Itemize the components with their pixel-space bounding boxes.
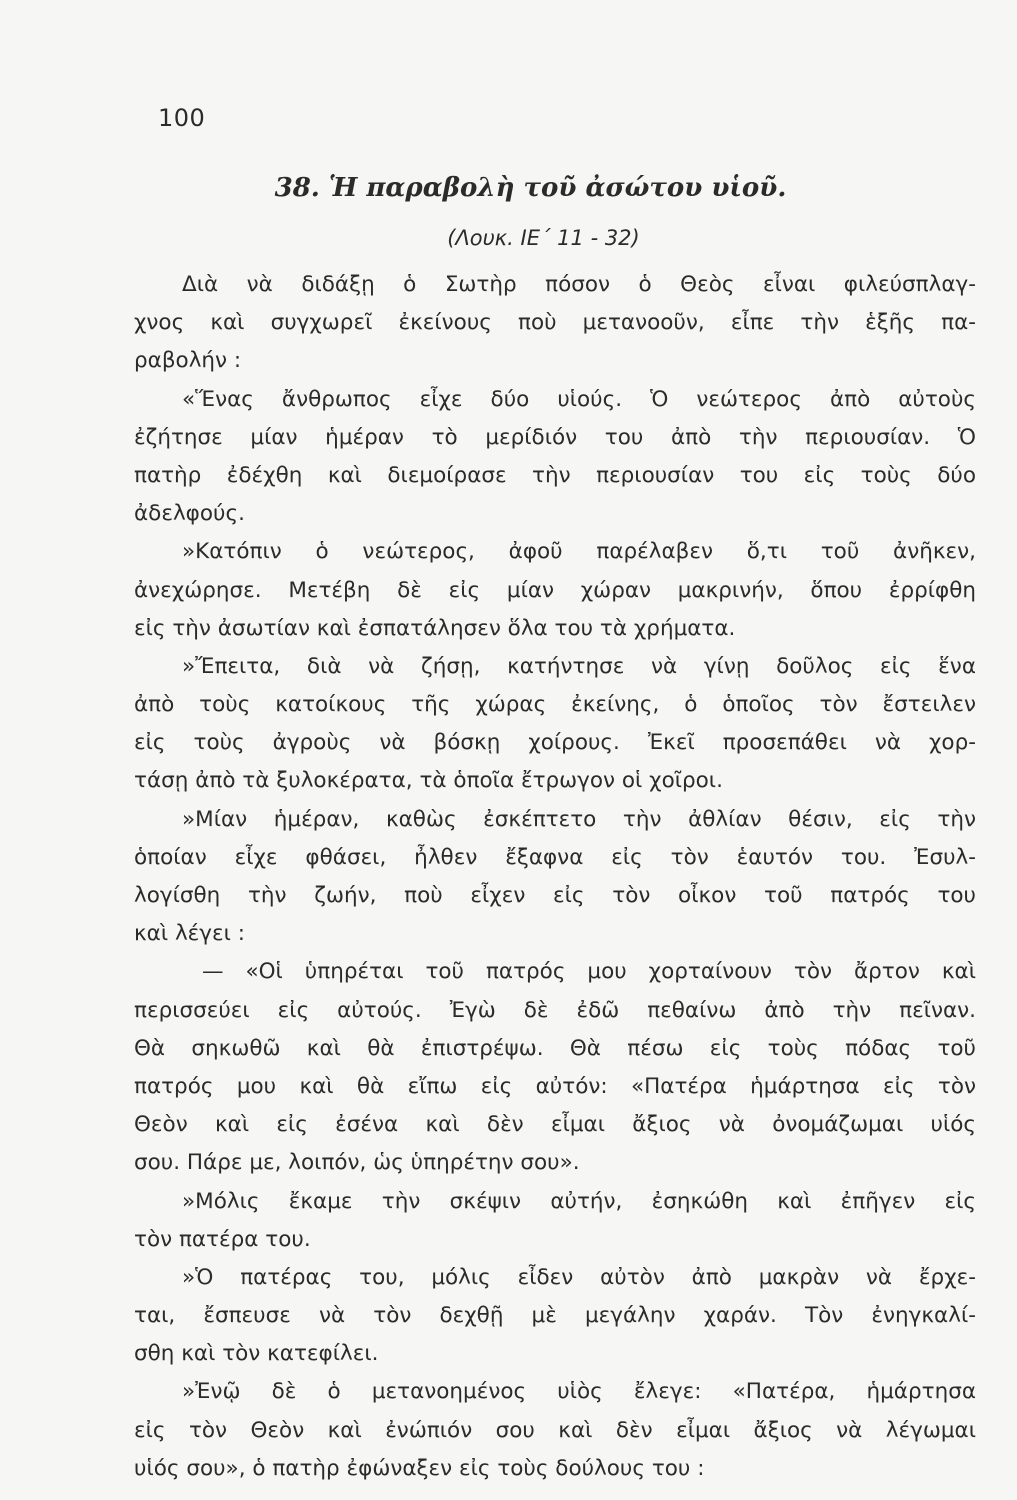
text-line: — «Οἱ ὑπηρέται τοῦ πατρός μου χορταίνουν τὸν ἄρτον καὶ [202, 959, 976, 985]
text-line: σου. Πάρε με, λοιπόν, ὡς ὑπηρέτην σου». [134, 1150, 580, 1176]
text-line: ἀδελφούς. [134, 501, 245, 527]
text-line: ται, ἔσπευσε νὰ τὸν δεχθῇ μὲ μεγάλην χαράν. Τὸν ἐνηγκαλί- [134, 1303, 976, 1329]
scripture-reference: (Λουκ. ΙΕ΄ 11 - 32) [447, 226, 640, 250]
text-line: εἰς τὸν Θεὸν καὶ ἐνώπιόν σου καὶ δὲν εἶμαι ἄξιος νὰ λέγωμαι [134, 1417, 976, 1443]
text-line: »Μίαν ἡμέραν, καθὼς ἐσκέπτετο τὴν ἀθλίαν θέσιν, εἰς τὴν [182, 806, 976, 832]
text-line: »Κατόπιν ὁ νεώτερος, ἀφοῦ παρέλαβεν ὅ,τι τοῦ ἀνῆκεν, [182, 539, 976, 565]
text-line: περισσεύει εἰς αὐτούς. Ἐγὼ δὲ ἐδῶ πεθαίνω ἀπὸ τὴν πεῖναν. [134, 997, 976, 1023]
text-line: τάσῃ ἀπὸ τὰ ξυλοκέρατα, τὰ ὁποῖα ἔτρωγον οἱ χοῖροι. [134, 768, 723, 794]
text-line: υἱός σου», ὁ πατὴρ ἐφώναξεν εἰς τοὺς δούλους του : [134, 1455, 705, 1481]
text-line: ἐζήτησε μίαν ἡμέραν τὸ μερίδιόν του ἀπὸ τὴν περιουσίαν. Ὁ [134, 424, 976, 450]
text-line: λογίσθη τὴν ζωήν, ποὺ εἶχεν εἰς τὸν οἶκον τοῦ πατρός του [134, 883, 976, 908]
page-number: 100 [158, 104, 206, 132]
text-line: »Ὁ πατέρας του, μόλις εἶδεν αὐτὸν ἀπὸ μακρὰν νὰ ἔρχε- [182, 1264, 976, 1290]
text-line: καὶ λέγει : [134, 921, 245, 947]
text-line: Θὰ σηκωθῶ καὶ θὰ ἐπιστρέψω. Θὰ πέσω εἰς τοὺς πόδας τοῦ [134, 1035, 976, 1061]
text-line: »Ἐνῷ δὲ ὁ μετανοημένος υἱὸς ἔλεγε: «Πατέρα, ἡμάρτησα [182, 1379, 976, 1405]
text-line: Θεὸν καὶ εἰς ἐσένα καὶ δὲν εἶμαι ἄξιος νὰ ὀνομάζωμαι υἱός [134, 1112, 976, 1138]
body-text [134, 266, 976, 1488]
text-line: τὸν πατέρα του. [134, 1226, 311, 1252]
text-line: ἀπὸ τοὺς κατοίκους τῆς χώρας ἐκείνης, ὁ ὁποῖος τὸν ἔστειλεν [134, 692, 976, 718]
text-line: ὁποίαν εἶχε φθάσει, ἦλθεν ἔξαφνα εἰς τὸν ἑαυτόν του. Ἐσυλ- [134, 844, 976, 870]
text-line: εἰς τοὺς ἀγροὺς νὰ βόσκῃ χοίρους. Ἐκεῖ προσεπάθει νὰ χορ- [134, 730, 976, 756]
text-line: »Ἔπειτα, διὰ νὰ ζήσῃ, κατήντησε νὰ γίνῃ δοῦλος εἰς ἕνα [182, 653, 976, 679]
text-line: πατρός μου καὶ θὰ εἴπω εἰς αὐτόν: «Πατέρα ἡμάρτησα εἰς τὸν [134, 1073, 976, 1099]
text-line: πατὴρ ἐδέχθη καὶ διεμοίρασε τὴν περιουσίαν του εἰς τοὺς δύο [134, 462, 976, 488]
text-line: Διὰ νὰ διδάξῃ ὁ Σωτὴρ πόσον ὁ Θεὸς εἶναι φιλεύσπλαγ- [182, 272, 976, 297]
chapter-title: 38. Ἡ παραβολὴ τοῦ ἀσώτου υἱοῦ. [274, 173, 787, 203]
text-line: χνος καὶ συγχωρεῖ ἐκείνους ποὺ μετανοοῦν, εἶπε τὴν ἑξῆς πα- [134, 310, 976, 336]
text-line: »Μόλις ἔκαμε τὴν σκέψιν αὐτήν, ἐσηκώθη καὶ ἐπῆγεν εἰς [182, 1188, 976, 1214]
text-line: «Ἕνας ἄνθρωπος εἶχε δύο υἱούς. Ὁ νεώτερος ἀπὸ αὐτοὺς [182, 386, 976, 412]
text-line: ἀνεχώρησε. Μετέβη δὲ εἰς μίαν χώραν μακρινήν, ὅπου ἐρρίφθη [134, 577, 976, 603]
text-line: εἰς τὴν ἀσωτίαν καὶ ἐσπατάλησεν ὅλα του τὰ χρήματα. [134, 615, 736, 641]
text-line: σθη καὶ τὸν κατεφίλει. [134, 1341, 379, 1367]
text-line: ραβολήν : [134, 348, 242, 374]
